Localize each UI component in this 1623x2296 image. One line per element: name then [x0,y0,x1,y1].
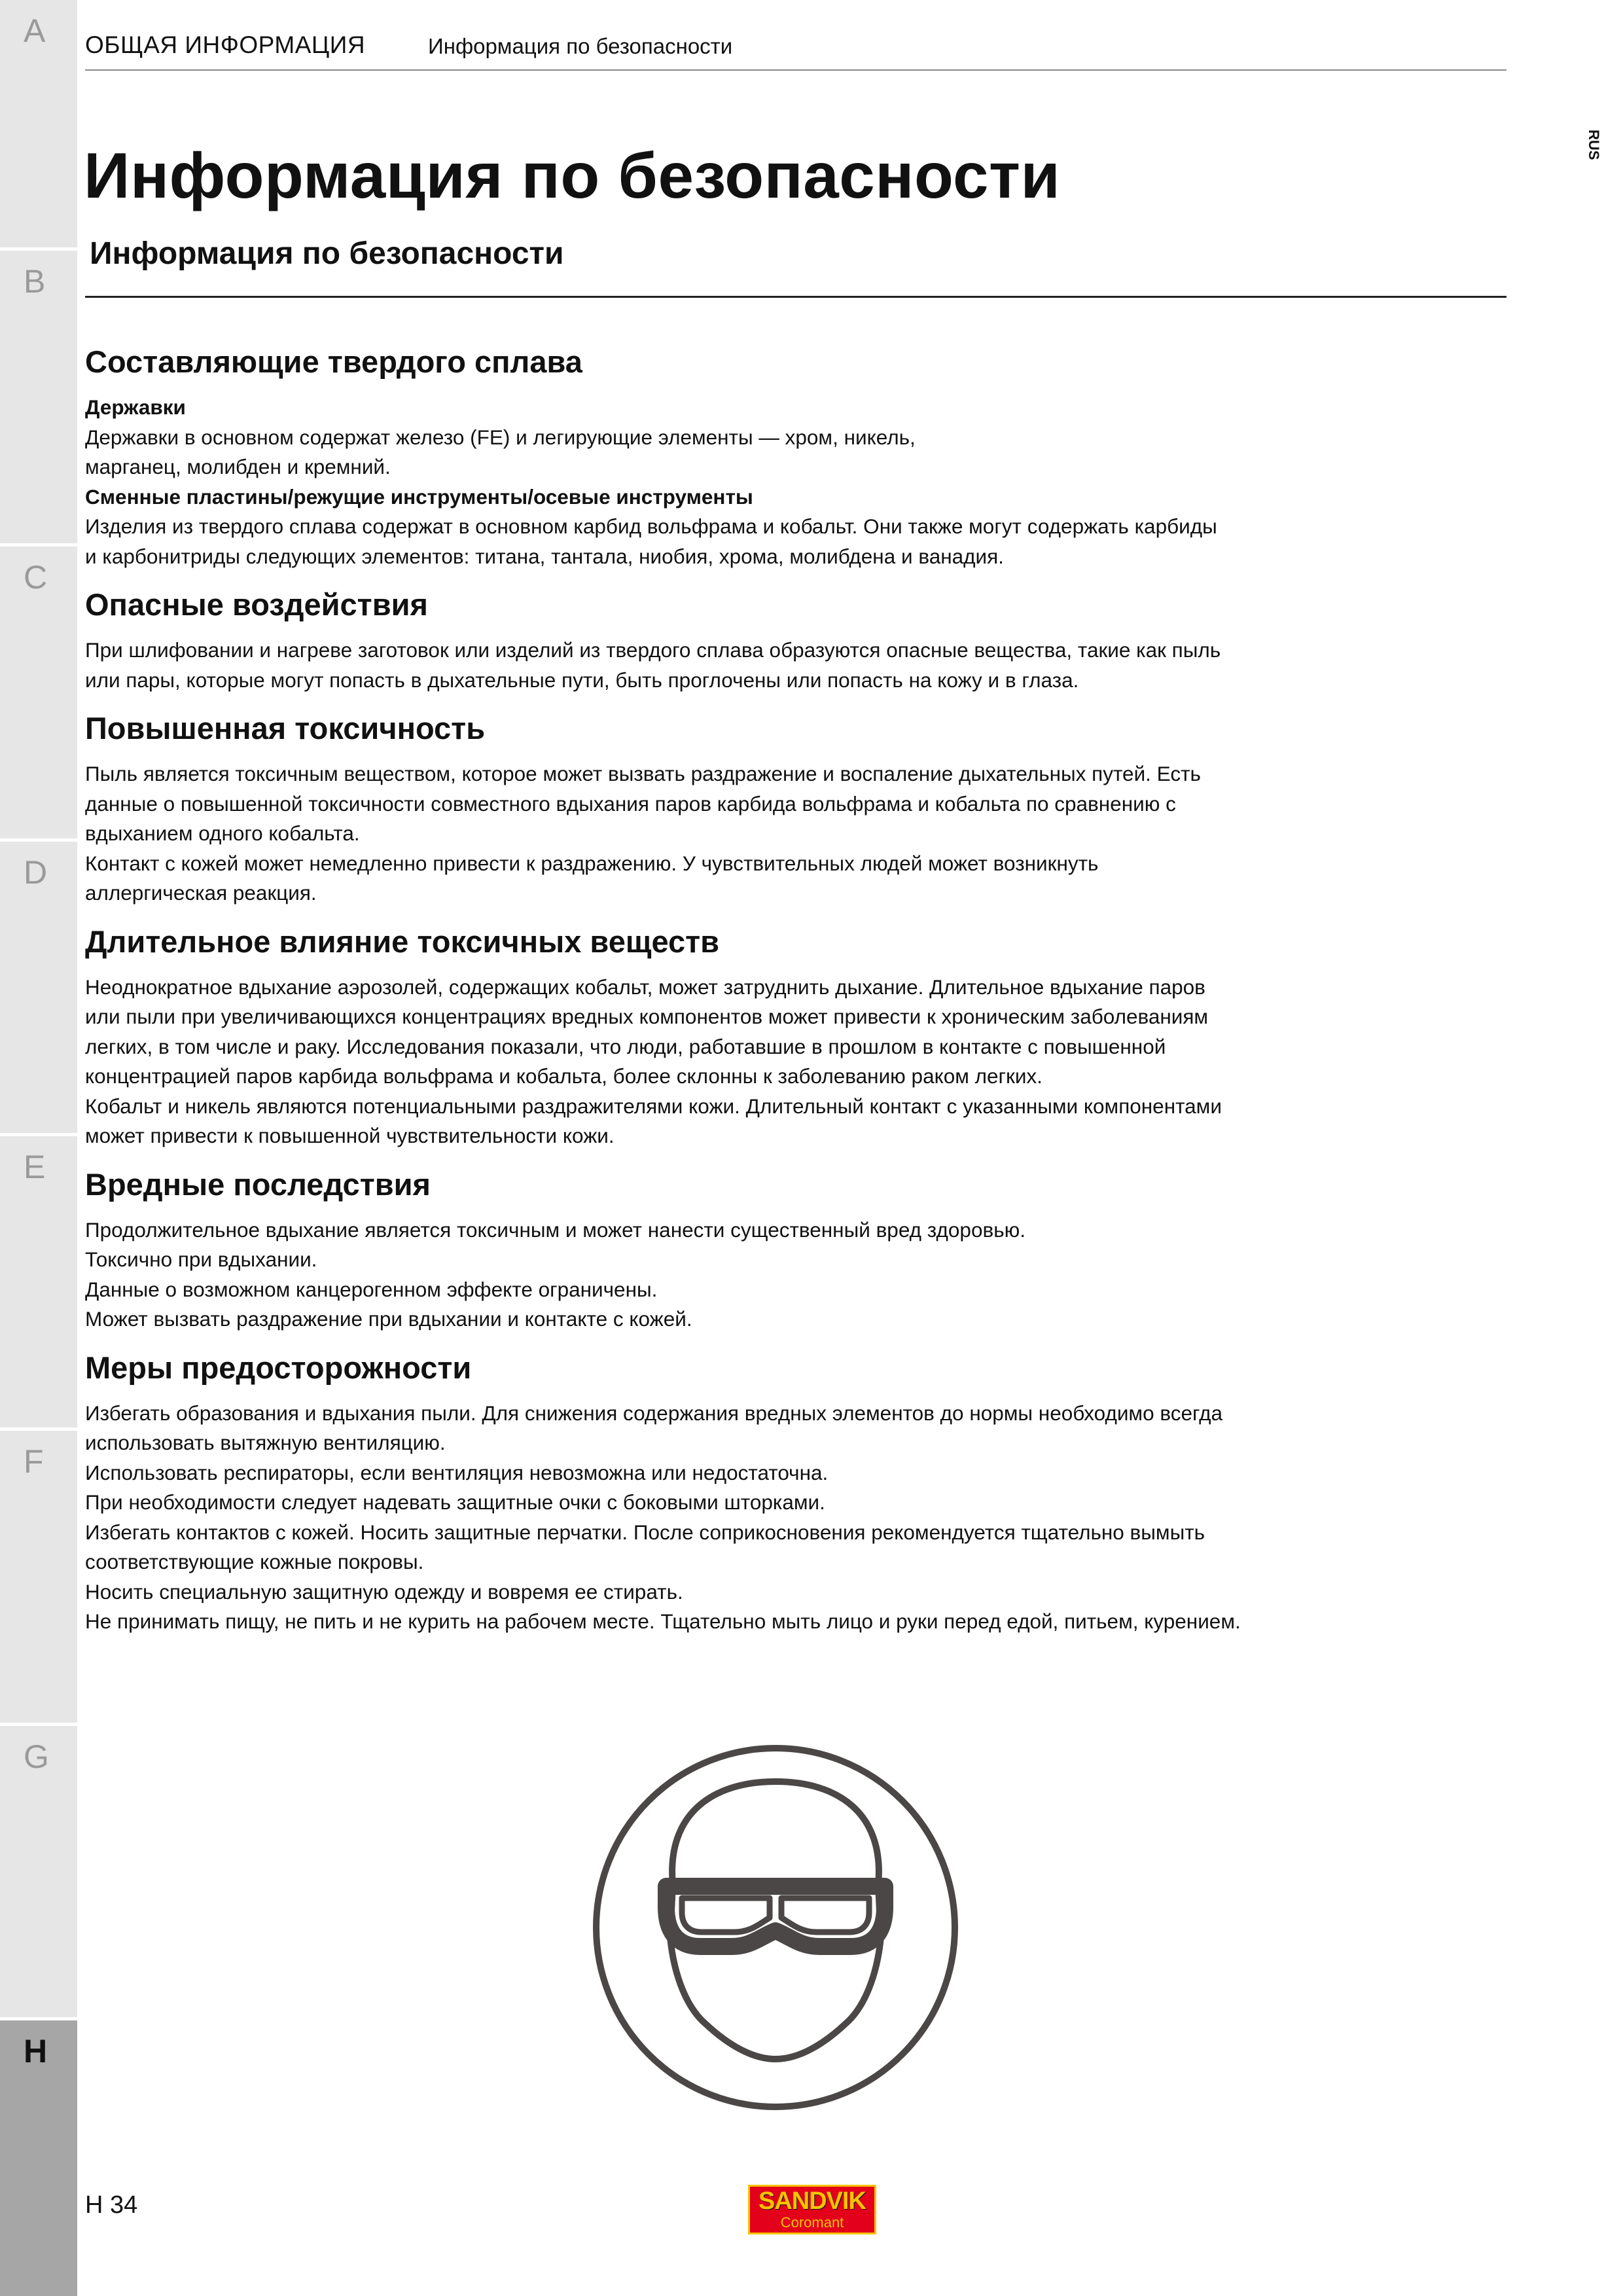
body-line: Контакт с кожей может немедленно привести к раздражению. У чувствительных людей может возникнуть [85,851,1099,875]
goggles-lens-right [781,1898,869,1932]
header-subsection: Информация по безопасности [428,34,733,58]
body-line: марганец, молибден и кремний. [85,455,391,478]
section-heading: Длительное влияние токсичных веществ [85,924,720,959]
body-line: При шлифовании и нагреве заготовок или изделий из твердого сплава образуются опасные вещества, такие как пыль [85,638,1221,662]
tab-letter: D [24,854,48,891]
language-label: RUS [1586,130,1602,160]
section-heading: Меры предосторожности [85,1350,472,1385]
section-block [85,1348,1368,1637]
body-line: концентрацией паров карбида вольфрама и кобальта, более склонны к заболеванию раком легких. [85,1064,1043,1088]
body-line: Неоднократное вдыхание аэрозолей, содержащих кобальт, может затруднить дыхание. Длительное вдыхание паров [85,975,1205,999]
body-line: Носить специальную защитную одежду и вовремя ее стирать. [85,1579,683,1604]
tab-a[interactable] [0,0,77,247]
body-line: может привести к повышенной чувствительности кожи. [85,1124,615,1147]
logo-sub: Coromant [780,2214,844,2231]
tab-letter: B [24,263,46,300]
body-line: вдыханием одного кобальта. [85,821,360,845]
subheading: Сменные пластины/режущие инструменты/осевые инструменты [85,484,753,509]
goggles-lens-left [682,1898,770,1932]
tab-b[interactable] [0,251,77,543]
body-line: Не принимать пищу, не пить и не курить на рабочем месте. Тщательно мыть лицо и руки перед едой, питьем, курением. [85,1609,1241,1633]
body-line: или пары, которые могут попасть в дыхательные пути, быть проглочены или попасть на кожу и в глаза. [85,668,1079,692]
section-block [85,342,1368,571]
section-block [85,1164,1368,1335]
tab-f[interactable] [0,1431,77,1723]
body-line: использовать вытяжную вентиляцию. [85,1431,446,1454]
section-heading: Опасные воздействия [85,587,428,622]
tab-g[interactable] [0,1726,77,2017]
body-line: Пыль является токсичным веществом, которое может вызвать раздражение и воспаление дыхательных путей. Есть [85,762,1201,785]
logo-brand: SANDVIK [758,2187,866,2215]
main-content [85,342,1368,1650]
tab-letter: H [24,2033,48,2070]
tab-letter: F [24,1443,44,1480]
page-title: Информация по безопасности [84,139,1061,211]
body-line: Изделия из твердого сплава содержат в основном карбид вольфрама и кобальт. Они также могут содержать карбиды [85,514,1217,538]
tab-letter: A [24,12,46,49]
body-line: соответствующие кожные покровы. [85,1550,424,1573]
body-line: Избегать контактов с кожей. Носить защитные перчатки. После соприкосновения рекомендуется тщательно вымыть [85,1520,1205,1544]
tab-e[interactable] [0,1136,77,1427]
tab-letter: G [24,1738,49,1775]
title-divider [85,296,1507,298]
section-tabs [0,0,77,2296]
tab-letter: E [24,1149,46,1185]
section-block [85,708,1368,908]
section-block [85,584,1368,695]
body-line: Державки в основном содержат железо (FE) и легирующие элементы — хром, никель, [85,425,916,449]
body-line: При необходимости следует надевать защитные очки с боковыми шторками. [85,1490,825,1514]
body-line: или пыли при увеличивающихся концентрациях вредных компонентов может привести к хроническим заболеваниям [85,1005,1209,1028]
body-line: аллергическая реакция. [85,881,317,905]
body-line: Кобальт и никель являются потенциальными раздражителями кожи. Длительный контакт с указанными компонентами [85,1094,1222,1118]
tab-h[interactable] [0,2020,77,2296]
sandvik-coromant-logo [748,2185,876,2234]
page-number: H 34 [85,2191,138,2219]
tab-c[interactable] [0,547,77,838]
subheading: Державки [85,395,186,419]
body-line: Избегать образования и вдыхания пыли. Для снижения содержания вредных элементов до нормы необходимо всегда [85,1401,1222,1425]
body-line: Может вызвать раздражение при вдыхании и контакте с кожей. [85,1307,692,1331]
body-line: Продолжительное вдыхание является токсичным и может нанести существенный вред здоровью. [85,1217,1026,1242]
body-line: и карбонитриды следующих элементов: титана, тантала, ниобия, хрома, молибдена и ванадия. [85,544,1004,568]
running-header [85,31,1507,71]
head-outline [670,1782,881,2059]
body-line: Данные о возможном канцерогенном эффекте ограничены. [85,1277,658,1301]
section-heading: Вредные последствия [85,1166,431,1202]
page-subtitle: Информация по безопасности [90,236,564,271]
body-line: Использовать респираторы, если вентиляция невозможна или недостаточна. [85,1460,829,1484]
safety-goggles-icon [589,1741,962,2114]
body-line: Токсично при вдыхании. [85,1247,317,1271]
section-heading: Составляющие твердого сплава [85,344,582,379]
tab-d[interactable] [0,842,77,1133]
section-heading: Повышенная токсичность [85,711,486,745]
body-line: данные о повышенной токсичности совместного вдыхания паров карбида вольфрама и кобальта по сравнению с [85,791,1176,816]
header-section: ОБЩАЯ ИНФОРМАЦИЯ [85,31,366,58]
tab-letter: C [24,559,48,596]
section-block [85,922,1368,1151]
body-line: легких, в том числе и раку. Исследования показали, что люди, работавшие в прошлом в контакте с повышенной [85,1034,1166,1058]
